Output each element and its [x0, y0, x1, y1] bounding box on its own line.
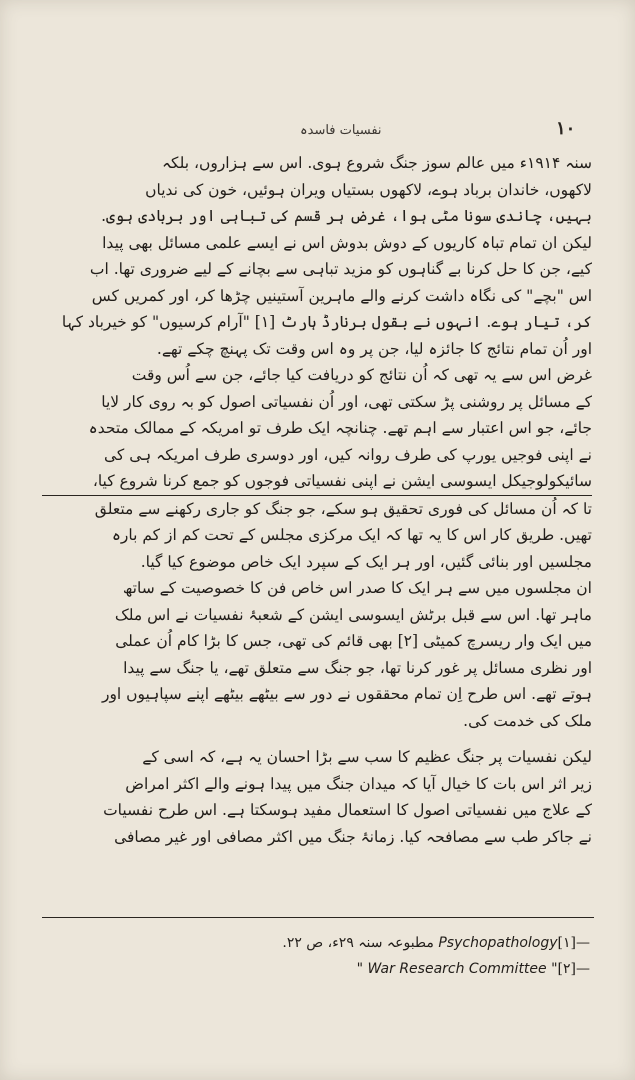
footnote-title: Psychopathology [438, 935, 558, 951]
text-line: کے مسائل پر روشنی پڑ سکتی تھی، اور اُن نفسیاتی اصول کو بہ روی کار لایا [101, 392, 592, 411]
text-line: بہیں، چاندی سونا مٹی ہوا، غرض ہر قسم کی تباہی اور بربادی ہوی. [101, 207, 592, 225]
footnotes [150, 930, 590, 982]
text-line: ان مجلسوں میں سے ہر ایک کا صدر اس خاص فن کا خصوصیت کے ساتھ [122, 579, 592, 597]
text-line: تا کہ اُن مسائل کی فوری تحقیق ہو سکے، جو جنگ کو جاری رکھنے سے متعلق [94, 499, 592, 518]
footnote-2 [150, 956, 590, 982]
text-line: لاکھوں، خاندان برباد ہوے، لاکھوں بستیاں ویران ہوئیں، خون کی ندیاں [145, 180, 592, 199]
text-line: لیکن نفسیات پر جنگ عظیم کا سب سے بڑا احسان یہ ہے، کہ اسی کے [142, 748, 592, 766]
text-line: کیے، جن کا حل کرنا بے گناہوں کو مزید تباہی سے بچانے کے لیے ضروری تھا. اب [89, 260, 592, 278]
text-line: اور اُن تمام نتائج کا جائزہ لیا، جن پر وہ اس وقت تک پہنچ چکے تھے. [156, 339, 592, 358]
footnote-marker: [۱]— [557, 935, 590, 951]
text-line: جائے، جو اس اعتبار سے اہم تھے. چنانچہ ایک طرف تو امریکہ کے ممالک متحدہ [88, 419, 592, 437]
text-line: اور نظری مسائل پر غور کرنا تھا، جو جنگ سے متعلق تھے، یا جنگ سے پیدا [123, 658, 592, 677]
text-line: میں ایک وار ریسرچ کمیٹی [۲] بھی قائم کی تھی، جس کا بڑا کام اُن عملی [115, 632, 592, 650]
text-line: کر، تیار ہوے. انہوں نے بقول برنارڈ ہارٹ [۱] "آرام کرسیوں" کو خیرباد کہا [61, 313, 592, 331]
running-title: نفسیات فاسدہ [300, 123, 382, 138]
footnote-marker: [۲]— [557, 961, 590, 977]
footnote-detail: مطبوعہ سنہ ۲۹ء، ص ۲۲. [282, 935, 434, 951]
footnote-1 [150, 930, 590, 956]
text-line: سنہ ۱۹۱۴ء میں عالم سوز جنگ شروع ہوی. اس سے ہزاروں، بلکہ [161, 154, 592, 172]
text-line: سائیکولوجیکل ایسوسی ایشن نے اپنی نفسیاتی فوجوں کو جمع کرنا شروع کیا، [42, 468, 592, 496]
paragraph-gap [42, 734, 592, 744]
text-line: نے جاکر طب سے مصافحہ کیا. زمانۂ جنگ میں اکثر مصافی اور غیر مصافی [114, 827, 592, 846]
text-line: نے اپنی فوجیں یورپ کی طرف روانہ کیں، اور دوسری طرف امریکہ ہی کی [103, 445, 592, 464]
text-line: تھیں. طریق کار اس کا یہ تھا کہ ایک مرکزی مجلس کے تحت کم از کم بارہ [111, 526, 592, 544]
text-line: غرض اس سے یہ تھی کہ اُن نتائج کو دریافت کیا جائے، جن سے اُس وقت [131, 366, 592, 384]
page-number: ۱۰ [556, 118, 576, 139]
text-line: لیکن ان تمام تباہ کاریوں کے دوش بدوش اس نے ایسے علمی مسائل بھی پیدا [102, 233, 592, 252]
text-line: زیر اثر اس بات کا خیال آیا کہ میدان جنگ میں پیدا ہونے والے اکثر امراض [125, 774, 592, 793]
text-line: اس "بچے" کی نگاہ داشت کرنے والے ماہرین آستینیں چڑھا کر، اور کمریں کس [91, 286, 592, 305]
text-line: مجلسیں اور بنائی گئیں، اور ہر ایک کے سپرد ایک خاص موضوع کیا گیا. [140, 552, 592, 571]
text-line: ماہر تھا. اس سے قبل برٹش ایسوسی ایشن کے شعبۂ نفسیات نے اس ملک [114, 605, 592, 624]
footnote-title: " War Research Committee " [356, 961, 558, 977]
text-line: ہوتے تھے. اس طرح اِن تمام محققوں نے دور سے بیٹھے بیٹھے اپنے سپاہیوں اور [101, 685, 592, 703]
text-line: کے علاج میں نفسیاتی اصول کا استعمال مفید ہوسکتا ہے. اس طرح نفسیات [103, 801, 592, 819]
text-line: ملک کی خدمت کی. [463, 711, 592, 730]
footnote-rule [42, 917, 594, 918]
body-text [42, 150, 592, 850]
